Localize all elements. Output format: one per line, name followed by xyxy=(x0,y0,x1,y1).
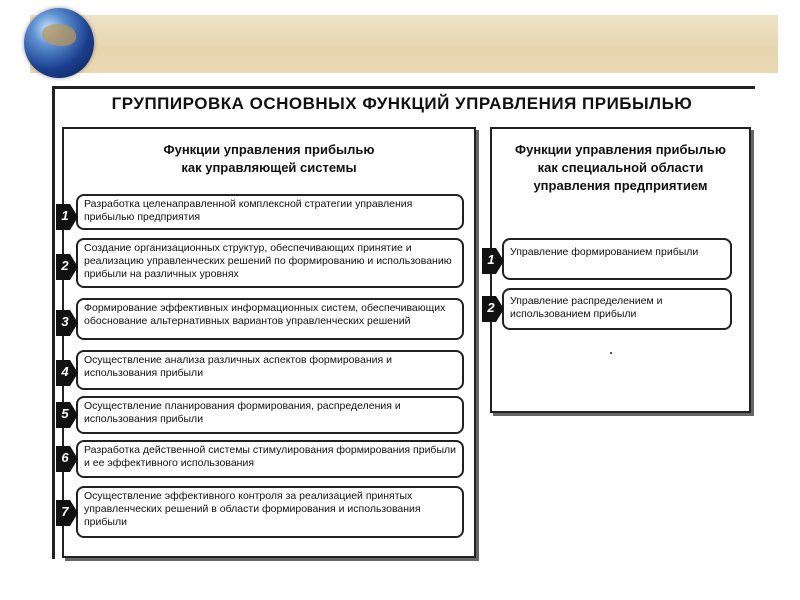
number-badge-icon xyxy=(482,296,504,322)
left-item-7 xyxy=(76,486,464,538)
number-badge-icon xyxy=(56,402,78,428)
left-item-1 xyxy=(76,194,464,230)
left-heading-line-1: Функции управления прибылью xyxy=(163,142,375,157)
left-item-5 xyxy=(76,396,464,434)
left-panel-heading xyxy=(64,141,474,177)
right-heading-line-2: как специальной области xyxy=(537,160,704,175)
number-badge-icon xyxy=(56,446,78,472)
left-item-1-text: Разработка целенаправленной комплексной стратегии управления прибылью предприятия xyxy=(84,198,413,223)
right-item-2 xyxy=(502,288,732,330)
number-badge-icon xyxy=(56,500,78,526)
number-badge-icon xyxy=(56,204,78,230)
left-item-5-number: 5 xyxy=(61,406,69,421)
left-item-7-text: Осуществление эффективного контроля за реализацией принятых управленческих решений в области формирования и использования прибыли xyxy=(84,490,421,528)
right-item-1-number: 1 xyxy=(487,252,495,267)
stray-mark xyxy=(610,352,612,354)
header-banner xyxy=(30,15,778,73)
right-panel-heading xyxy=(492,141,749,195)
left-heading-line-2: как управляющей системы xyxy=(181,160,357,175)
left-item-3-text: Формирование эффективных информационных систем, обеспечивающих обоснование альтернативных вариантов управленческих решений xyxy=(84,302,446,327)
left-item-3 xyxy=(76,298,464,340)
right-item-2-number: 2 xyxy=(487,300,495,315)
left-item-6 xyxy=(76,440,464,478)
left-item-4-text: Осуществление анализа различных аспектов формирования и использования прибыли xyxy=(84,354,392,379)
left-item-4-number: 4 xyxy=(61,364,69,379)
globe-icon xyxy=(24,8,94,78)
right-item-1-text: Управление формированием прибыли xyxy=(510,246,699,258)
left-item-5-text: Осуществление планирования формирования, распределения и использования прибыли xyxy=(84,400,401,425)
number-badge-icon xyxy=(482,248,504,274)
left-item-4 xyxy=(76,350,464,390)
right-item-1 xyxy=(502,238,732,280)
left-item-6-number: 6 xyxy=(61,450,69,465)
left-item-1-number: 1 xyxy=(61,208,69,223)
number-badge-icon xyxy=(56,310,78,336)
number-badge-icon xyxy=(56,360,78,386)
left-item-6-text: Разработка действенной системы стимулирования формирования прибыли и ее эффективного использования xyxy=(84,444,456,469)
number-badge-icon xyxy=(56,254,78,280)
right-heading-line-3: управления предприятием xyxy=(533,178,708,193)
left-item-7-number: 7 xyxy=(61,504,69,519)
left-item-3-number: 3 xyxy=(61,314,69,329)
right-item-2-text: Управление распределением и использованием прибыли xyxy=(510,295,663,320)
left-item-2 xyxy=(76,238,464,288)
left-item-2-number: 2 xyxy=(61,258,69,273)
left-item-2-text: Создание организационных структур, обеспечивающих принятие и реализацию управленческих решений по формированию и использованию прибыли на различных уровнях xyxy=(84,242,452,280)
right-heading-line-1: Функции управления прибылью xyxy=(515,142,726,157)
diagram-title: ГРУППИРОВКА ОСНОВНЫХ ФУНКЦИЙ УПРАВЛЕНИЯ ПРИБЫЛЬЮ xyxy=(111,94,693,113)
